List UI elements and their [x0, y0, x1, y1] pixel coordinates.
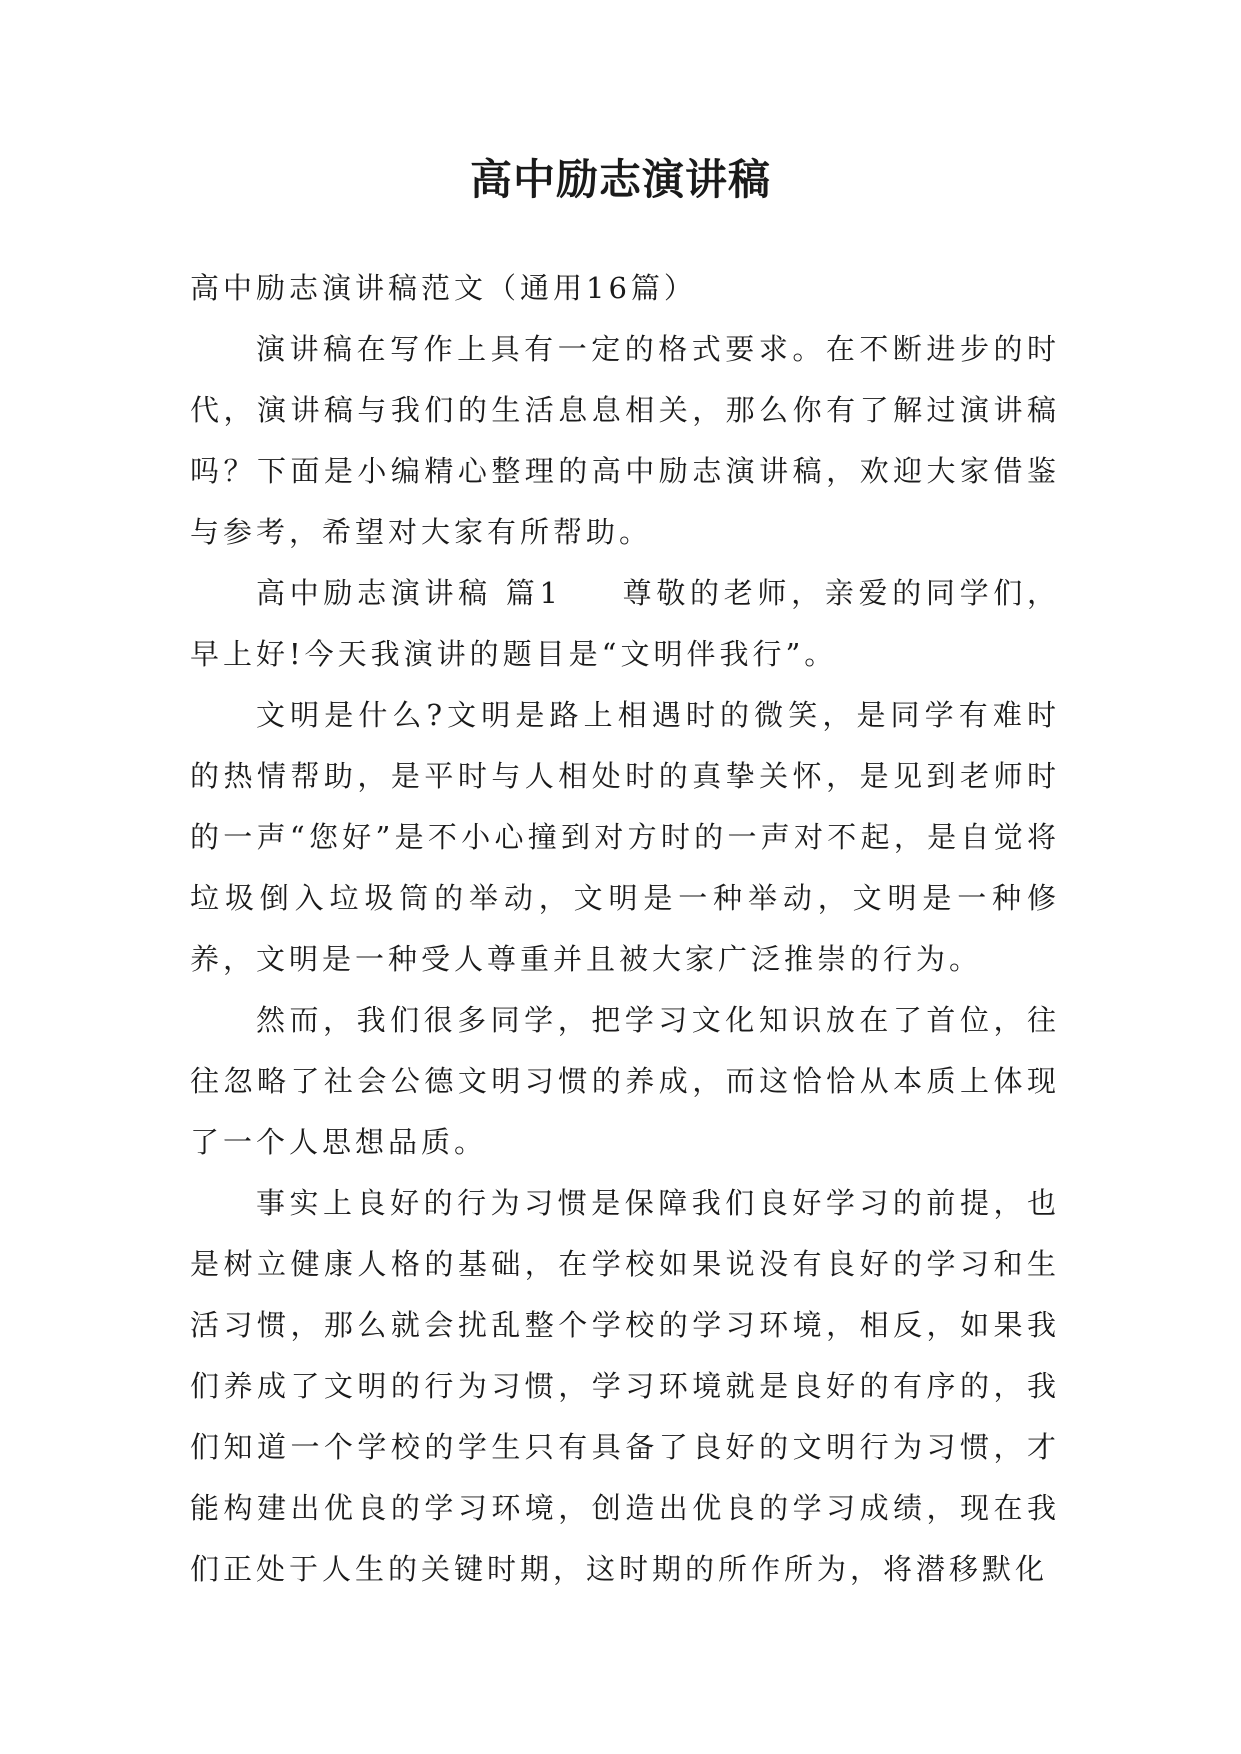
greeting-text: 尊敬的老师，亲爱的同学们，早上好!今天我演讲的题目是“文明伴我行”。	[190, 576, 1060, 671]
intro-paragraph: 演讲稿在写作上具有一定的格式要求。在不断进步的时代，演讲稿与我们的生活息息相关，那么你有了解过演讲稿吗？下面是小编精心整理的高中励志演讲稿，欢迎大家借鉴与参考，希望对大家有所帮助。	[190, 332, 1060, 549]
document-subtitle: 高中励志演讲稿范文（通用16篇）	[190, 271, 697, 305]
document-body	[190, 258, 1060, 1600]
section-heading: 高中励志演讲稿 篇1	[256, 576, 562, 610]
section-paragraph	[190, 563, 1060, 685]
body-paragraph: 然而，我们很多同学，把学习文化知识放在了首位，往往忽略了社会公德文明习惯的养成，而这恰恰从本质上体现了一个人思想品质。	[190, 1003, 1060, 1159]
document-title: 高中励志演讲稿	[469, 155, 771, 204]
body-paragraph: 文明是什么?文明是路上相遇时的微笑，是同学有难时的热情帮助，是平时与人相处时的真挚关怀，是见到老师时的一声“您好”是不小心撞到对方时的一声对不起，是自觉将垃圾倒入垃圾筒的举动，文明是一种举动，文明是一种修养，文明是一种受人尊重并且被大家广泛推崇的行为。	[190, 698, 1060, 976]
body-paragraph: 事实上良好的行为习惯是保障我们良好学习的前提，也是树立健康人格的基础，在学校如果说没有良好的学习和生活习惯，那么就会扰乱整个学校的学习环境，相反，如果我们养成了文明的行为习惯，学习环境就是良好的有序的，我们知道一个学校的学生只有具备了良好的文明行为习惯，才能构建出优良的学习环境，创造出优良的学习成绩，现在我们正处于人生的关键时期，这时期的所作所为，将潜移默化	[190, 1186, 1060, 1586]
